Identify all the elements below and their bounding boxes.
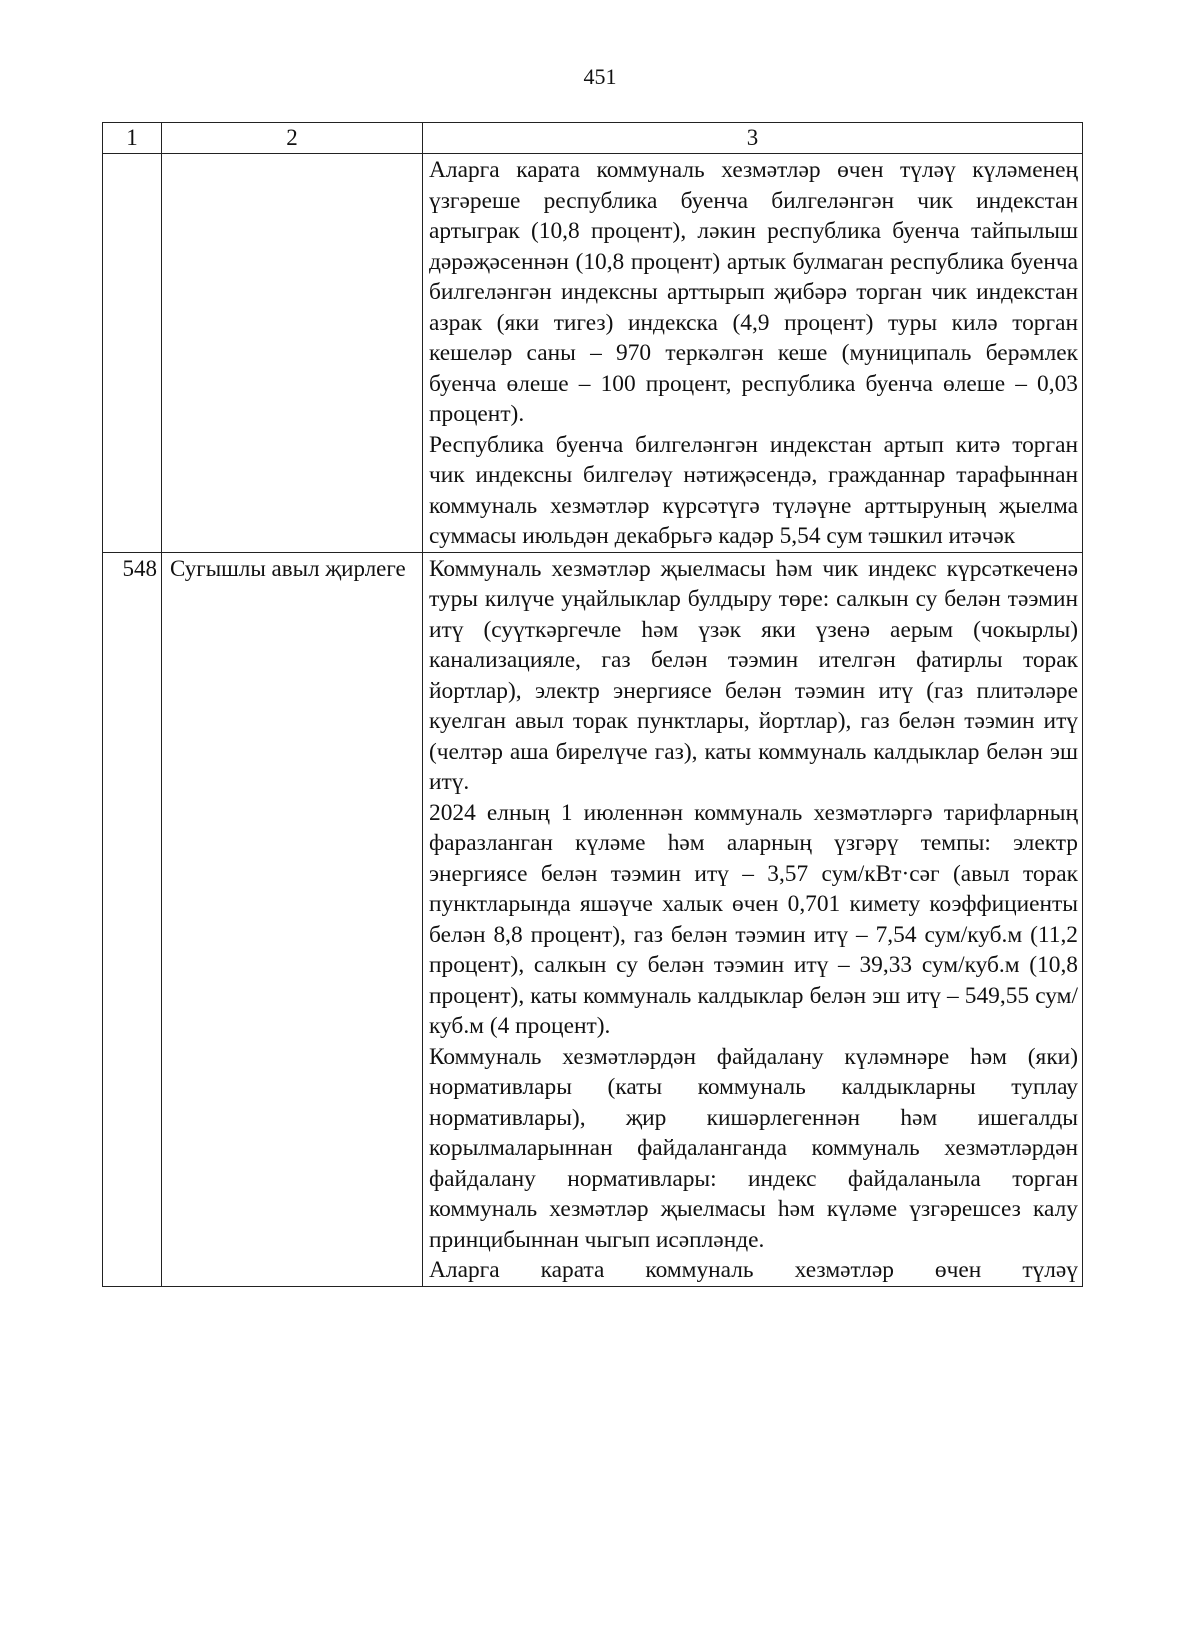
description-paragraph: Аларга карата коммуналь хезмәтләр өчен түләү күләменең үзгәреше республика буенча билгеләнгән чик индекстан артыграк (10,8 процент), ләкин республика буенча тайпылыш дәрәҗәсеннән (10,8 процент) артык булмаган республика буенча билгеләнгән индексны арттырып җибәрә торган чик индекстан азрак (яки тигез) индекска (4,9 процент) туры килә торган кешеләр саны – 970 теркәлгән кеше (муниципаль берәмлек буенча өлеше – 100 процент, республика буенча өлеше – 0,03 процент). [429, 157, 1078, 427]
row-number [103, 154, 162, 553]
description-paragraph: Коммуналь хезмәтләрдән файдалану күләмнәре һәм (яки) нормативлары (каты коммуналь калдыкларны туплау нормативлары), җир кишәрлегеннән һәм ишегалды корылмаларыннан файдаланганда коммуналь хезмәтләрдән файдалану нормативлары: индекс файдаланыла торган коммуналь хезмәтләр җыелмасы һәм күләме үзгәрешсез калу принцибыннан чыгып исәпләнде. [429, 1043, 1078, 1253]
column-header-2: 2 [162, 123, 423, 154]
description-paragraph: Аларга карата коммуналь хезмәтләр өчен түләү [429, 1257, 1078, 1283]
description-cell [423, 552, 1083, 1286]
settlement-name: Сугышлы авыл җирлеге [162, 552, 423, 1286]
table-header-row [103, 123, 1083, 154]
description-paragraph: 2024 елның 1 июленнән коммуналь хезмәтләргә тарифларның фаразланган күләме һәм аларның үзгәрү темпы: электр энергиясе белән тәэмин итү – 3,57 сум/кВт·сәг (авыл торак пунктларында яшәүче халык өчен 0,701 кимету коэффициенты белән 8,8 процент), газ белән тәэмин итү – 7,54 сум/куб.м (11,2 процент), салкын су белән тәэмин итү – 39,33 сум/куб.м (10,8 процент), каты коммуналь калдыклар белән эш итү – 549,55 сум/куб.м (4 процент). [429, 799, 1078, 1039]
column-header-1: 1 [103, 123, 162, 154]
page-number: 451 [583, 64, 617, 89]
settlement-name [162, 154, 423, 553]
row-number: 548 [103, 552, 162, 1286]
table-row [103, 552, 1083, 1286]
description-paragraph: Республика буенча билгеләнгән индекстан артып китә торган чик индексны билгеләү нәтиҗәсендә, гражданнар тарафыннан коммуналь хезмәтләр күрсәтүгә түләүне арттыруның җыелма суммасы июльдән декабрьгә кадәр 5,54 сум тәшкил итәчәк [429, 431, 1078, 549]
document-table [102, 122, 1083, 1287]
description-paragraph: Коммуналь хезмәтләр җыелмасы һәм чик индекс күрсәткеченә туры килүче уңайлыклар булдыру төре: салкын су белән тәэмин итү (суүткәргечле һәм үзәк яки үзенә аерым (чокырлы) канализацияле, газ белән тәэмин ителгән фатирлы торак йортлар), электр энергиясе белән тәэмин итү (газ плитәләре куелган авыл торак пунктлары, йортлар), газ белән тәэмин итү (челтәр аша бирелүче газ), каты коммуналь калдыклар белән эш итү. [429, 555, 1078, 795]
description-cell [423, 154, 1083, 553]
column-header-3: 3 [423, 123, 1083, 154]
table-row [103, 154, 1083, 553]
